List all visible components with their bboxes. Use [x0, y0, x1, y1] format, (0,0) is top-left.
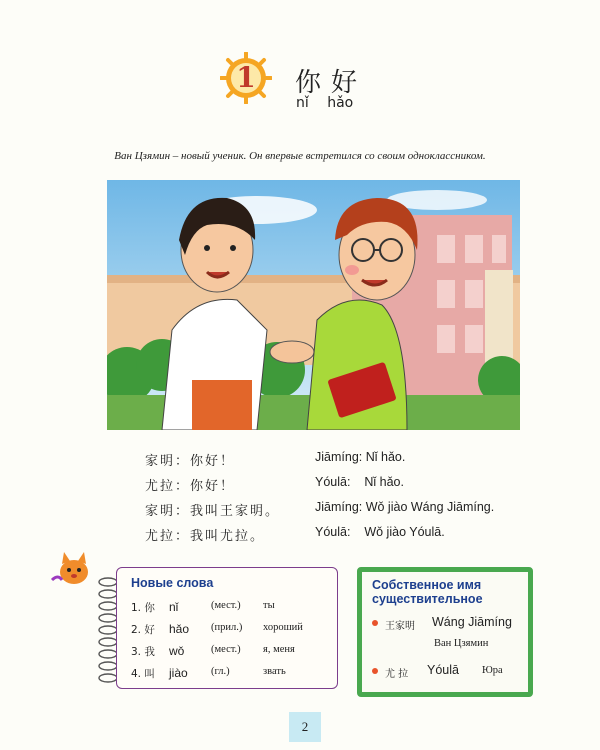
proper-noun-title: Собственное имя существительное	[372, 578, 483, 606]
vocab-pinyin: nǐ	[169, 600, 179, 614]
dialog-line-chinese: 家明：你好！	[145, 454, 236, 469]
cat-mascot-icon	[48, 550, 96, 590]
dialog-line-pinyin: Yóulā: Nǐ hǎo.	[315, 475, 404, 489]
vocab-translation: звать	[263, 666, 286, 677]
dialog-line-chinese: 家明：我叫王家明。	[145, 504, 281, 519]
proper-noun-pinyin: Wáng Jiāmíng	[432, 615, 512, 629]
vocab-pos: (гл.)	[211, 666, 230, 677]
vocab-char: 3. 我	[131, 646, 155, 658]
vocab-pinyin: jiào	[169, 666, 188, 680]
dialog-line-pinyin: Jiāmíng: Wǒ jiào Wáng Jiāmíng.	[315, 500, 495, 514]
lesson-badge	[220, 52, 272, 104]
new-words-box	[116, 567, 338, 689]
lesson-title-chinese: 你好	[295, 68, 368, 98]
vocab-translation: ты	[263, 600, 275, 611]
vocab-pinyin: hǎo	[169, 622, 190, 636]
lesson-title-pinyin: nǐ hǎo	[296, 95, 354, 111]
bullet-icon	[372, 620, 378, 626]
proper-noun-russian: Юра	[482, 665, 503, 676]
dialog-line-chinese: 尤拉：我叫尤拉。	[145, 529, 266, 544]
proper-noun-chinese: 王家明	[385, 621, 415, 632]
new-words-title: Новые слова	[131, 576, 214, 590]
dialog-line-pinyin: Yóulā: Wǒ jiào Yóulā.	[315, 525, 445, 539]
illustration-handshake	[107, 180, 520, 430]
proper-noun-pinyin: Yóulā	[427, 663, 459, 677]
vocab-pos: (мест.)	[211, 600, 241, 611]
vocab-translation: хороший	[263, 622, 303, 633]
dialog-line-chinese: 尤拉：你好！	[145, 479, 236, 494]
vocab-pos: (мест.)	[211, 644, 241, 655]
page-number: 2	[289, 712, 321, 742]
proper-noun-chinese: 尤 拉	[385, 669, 409, 680]
vocab-pinyin: wǒ	[169, 644, 185, 658]
vocab-translation: я, меня	[263, 644, 295, 655]
dialog-line-pinyin: Jiāmíng: Nǐ hǎo.	[315, 450, 406, 464]
intro-text: Ван Цзямин – новый ученик. Он впервые встретился со своим одноклассником.	[114, 150, 486, 162]
lesson-number: 1	[236, 61, 256, 94]
vocab-char: 1. 你	[131, 602, 155, 614]
bullet-icon	[372, 668, 378, 674]
proper-noun-box	[357, 567, 533, 697]
vocab-char: 4. 叫	[131, 668, 155, 680]
vocab-char: 2. 好	[131, 624, 155, 636]
vocab-pos: (прил.)	[211, 622, 243, 633]
proper-noun-russian: Ван Цзямин	[434, 638, 489, 649]
